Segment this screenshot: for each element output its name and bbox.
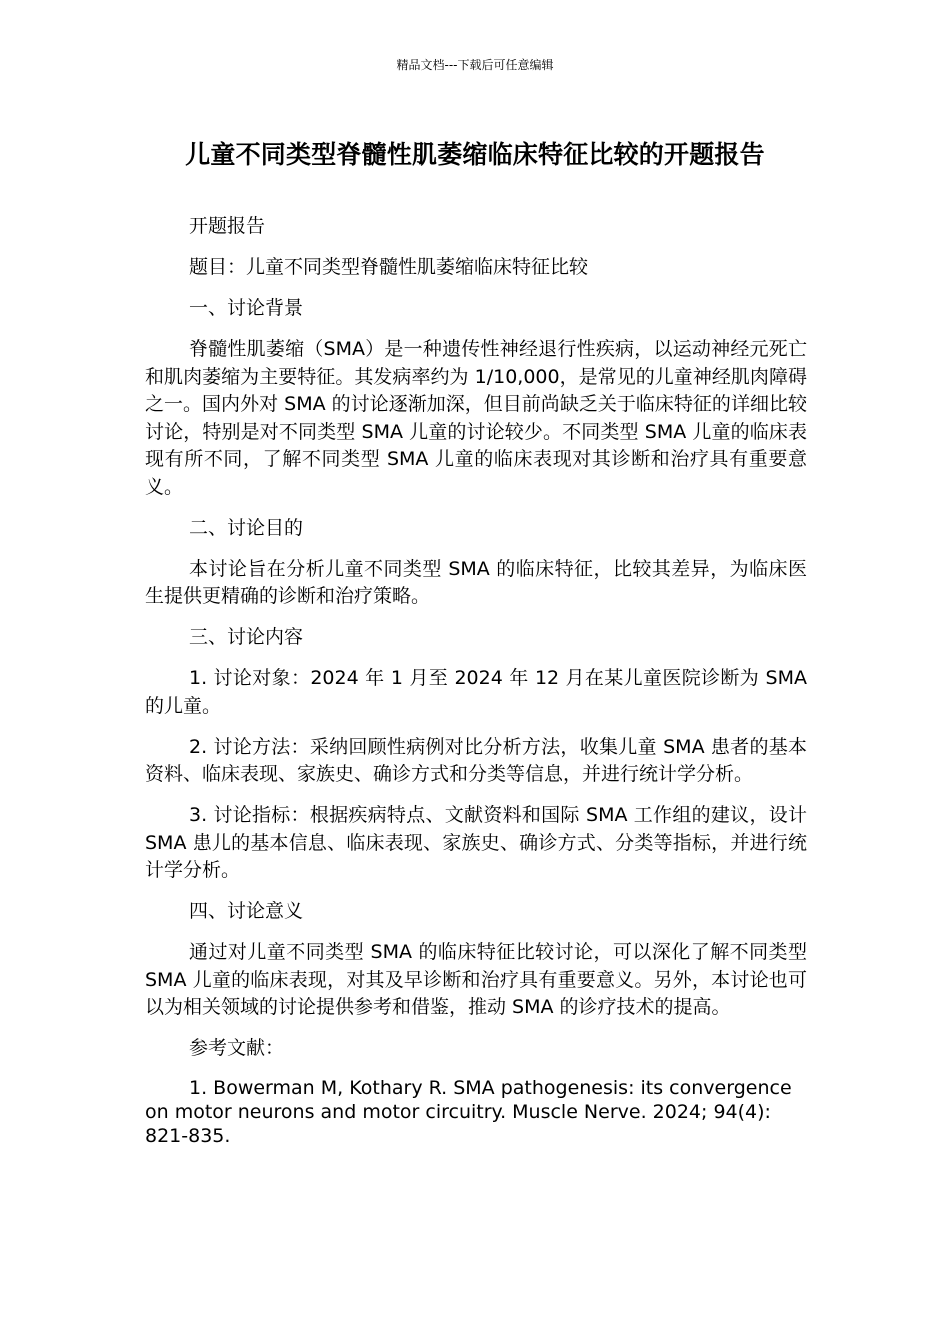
section-heading-significance: 四、讨论意义: [189, 900, 304, 922]
report-label: 开题报告: [189, 215, 266, 237]
significance-paragraph: 通过对儿童不同类型 SMA 的临床特征比较讨论，可以深化了解不同类型 SMA 儿童的临床表现，对其及早诊断和治疗具有重要意义。另外，本讨论也可以为相关领域的讨论提供参考和借鉴，推动 SMA 的诊疗技术的提高。: [145, 941, 807, 1018]
content-item-indicators: 3. 讨论指标：根据疾病特点、文献资料和国际 SMA 工作组的建议，设计 SMA 患儿的基本信息、临床表现、家族史、确诊方式、分类等指标，并进行统计学分析。: [145, 804, 807, 881]
section-heading-purpose: 二、讨论目的: [189, 516, 304, 539]
purpose-paragraph: 本讨论旨在分析儿童不同类型 SMA 的临床特征，比较其差异，为临床医生提供更精确的诊断和治疗策略。: [145, 557, 807, 607]
content-item-methods: 2. 讨论方法：采纳回顾性病例对比分析方法，收集儿童 SMA 患者的基本资料、临床表现、家族史、确诊方式和分类等信息，并进行统计学分析。: [145, 735, 807, 785]
references-heading: 参考文献：: [189, 1037, 285, 1059]
header-note: 精品文档---下载后可任意编辑: [396, 58, 554, 72]
topic-line: 题目：儿童不同类型脊髓性肌萎缩临床特征比较: [189, 256, 589, 278]
document-body: [145, 213, 807, 1162]
background-paragraph: 脊髓性肌萎缩（SMA）是一种遗传性神经退行性疾病，以运动神经元死亡和肌肉萎缩为主要特征。其发病率约为 1/10,000，是常见的儿童神经肌肉障碍之一。国内外对 SMA 的讨论逐渐加深，但目前尚缺乏关于临床特征的详细比较讨论，特别是对不同类型 SMA 儿童的讨论较少。不同类型 SMA 儿童的临床表现有所不同，了解不同类型 SMA 儿童的临床表现对其诊断和治疗具有重要意义。: [145, 338, 807, 498]
section-heading-background: 一、讨论背景: [189, 297, 304, 319]
reference-item: 1. Bowerman M, Kothary R. SMA pathogenesis: its convergence on motor neurons and motor circuitry. Muscle Nerve. 2024; 94(4): 821-835.: [145, 1077, 792, 1147]
section-heading-content: 三、讨论内容: [189, 626, 304, 648]
content-item-subjects: 1. 讨论对象：2024 年 1 月至 2024 年 12 月在某儿童医院诊断为 SMA 的儿童。: [145, 667, 807, 717]
document-title: 儿童不同类型脊髓性肌萎缩临床特征比较的开题报告: [185, 140, 765, 169]
